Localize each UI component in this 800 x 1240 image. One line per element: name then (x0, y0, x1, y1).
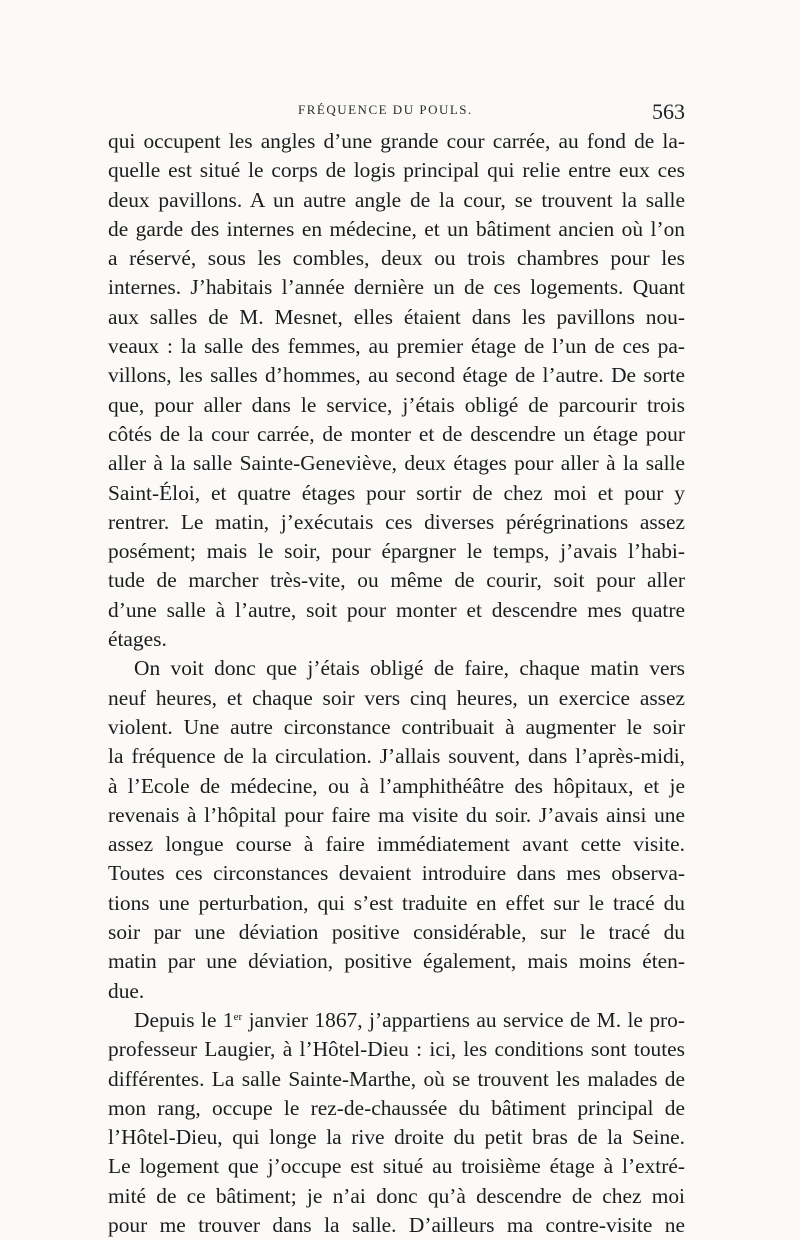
text-line: deux pavillons. A un autre angle de la cour, se trouvent la salle (108, 187, 685, 212)
text-line: d’une salle à l’autre, soit pour monter et descendre mes quatre (108, 597, 685, 622)
text-line-paragraph-start: On voit donc que j’étais obligé de faire, chaque matin vers (134, 656, 685, 681)
text-line: rentrer. Le matin, j’exécutais ces diverses pérégrinations assez (108, 509, 685, 534)
running-title: FRÉQUENCE DU POULS. (298, 102, 473, 117)
text-line: la fréquence de la circulation. J’allais souvent, dans l’après-midi, (108, 744, 685, 769)
text-line-paragraph-end: étages. (108, 627, 167, 652)
text-line: violent. Une autre circonstance contribuait à augmenter le soir (108, 714, 685, 739)
line-rest: janvier 1867, j’appartiens au service de M. le pro- (242, 1007, 685, 1032)
text-line: qui occupent les angles d’une grande cour carrée, au fond de la- (108, 129, 685, 153)
text-line: tude de marcher très-vite, ou même de courir, soit pour aller (108, 568, 685, 593)
text-line: que, pour aller dans le service, j’étais obligé de parcourir trois (108, 392, 685, 417)
text-line: à l’Ecole de médecine, ou à l’amphithéâtre des hôpitaux, et je (108, 773, 685, 798)
text-line: professeur Laugier, à l’Hôtel-Dieu : ici, les conditions sont toutes (108, 1037, 685, 1062)
text-line: veaux : la salle des femmes, au premier étage de l’un de ces pa- (108, 334, 685, 359)
text-line: revenais à l’hôpital pour faire ma visite du soir. J’avais ainsi une (108, 802, 685, 827)
text-line-paragraph-end: due. (108, 978, 145, 1003)
text-line: villons, les salles d’hommes, au second étage de l’autre. De sorte (108, 363, 685, 388)
ordinal-superscript: er (233, 1010, 243, 1023)
text-line-paragraph-start (108, 1006, 685, 1035)
text-line: posément; mais le soir, pour épargner le temps, j’avais l’habi- (108, 539, 685, 564)
text-line: l’Hôtel-Dieu, qui longe la rive droite du petit bras de la Seine. (108, 1125, 685, 1150)
text-line: aux salles de M. Mesnet, elles étaient dans les pavillons nou- (108, 304, 685, 329)
text-line: Le logement que j’occupe est situé au troisième étage à l’extré- (108, 1154, 685, 1179)
text-line: pour me trouver dans la salle. D’ailleurs ma contre-visite ne (108, 1212, 685, 1237)
page-header (108, 99, 685, 123)
text-line: neuf heures, et chaque soir vers cinq heures, un exercice assez (108, 685, 685, 710)
text-line: de garde des internes en médecine, et un bâtiment ancien où l’on (108, 216, 685, 241)
body-text (108, 127, 685, 1240)
line-start: Depuis le 1 (134, 1007, 234, 1032)
text-line: Saint-Éloi, et quatre étages pour sortir de chez moi et pour y (108, 480, 685, 505)
text-line: mité de ce bâtiment; je n’ai donc qu’à descendre de chez moi (108, 1183, 685, 1208)
text-line: mon rang, occupe le rez-de-chaussée du bâtiment principal de (108, 1095, 685, 1120)
text-line: Toutes ces circonstances devaient introduire dans mes observa- (108, 861, 685, 886)
text-line: quelle est situé le corps de logis principal qui relie entre eux ces (108, 158, 685, 183)
text-line: assez longue course à faire immédiatement avant cette visite. (108, 832, 685, 857)
text-line: côtés de la cour carrée, de monter et de descendre un étage pour (108, 421, 685, 446)
text-line: différentes. La salle Sainte-Marthe, où se trouvent les malades de (108, 1066, 685, 1091)
text-line: soir par une déviation positive considérable, sur le tracé du (108, 920, 685, 945)
page-number: 563 (652, 99, 685, 124)
text-line: a réservé, sous les combles, deux ou trois chambres pour les (108, 246, 685, 271)
text-line: matin par une déviation, positive également, mais moins éten- (108, 949, 685, 974)
text-line: internes. J’habitais l’année dernière un de ces logements. Quant (108, 275, 685, 300)
text-line: tions une perturbation, qui s’est traduite en effet sur le tracé du (108, 890, 685, 915)
text-line: aller à la salle Sainte-Geneviève, deux étages pour aller à la salle (108, 451, 685, 476)
